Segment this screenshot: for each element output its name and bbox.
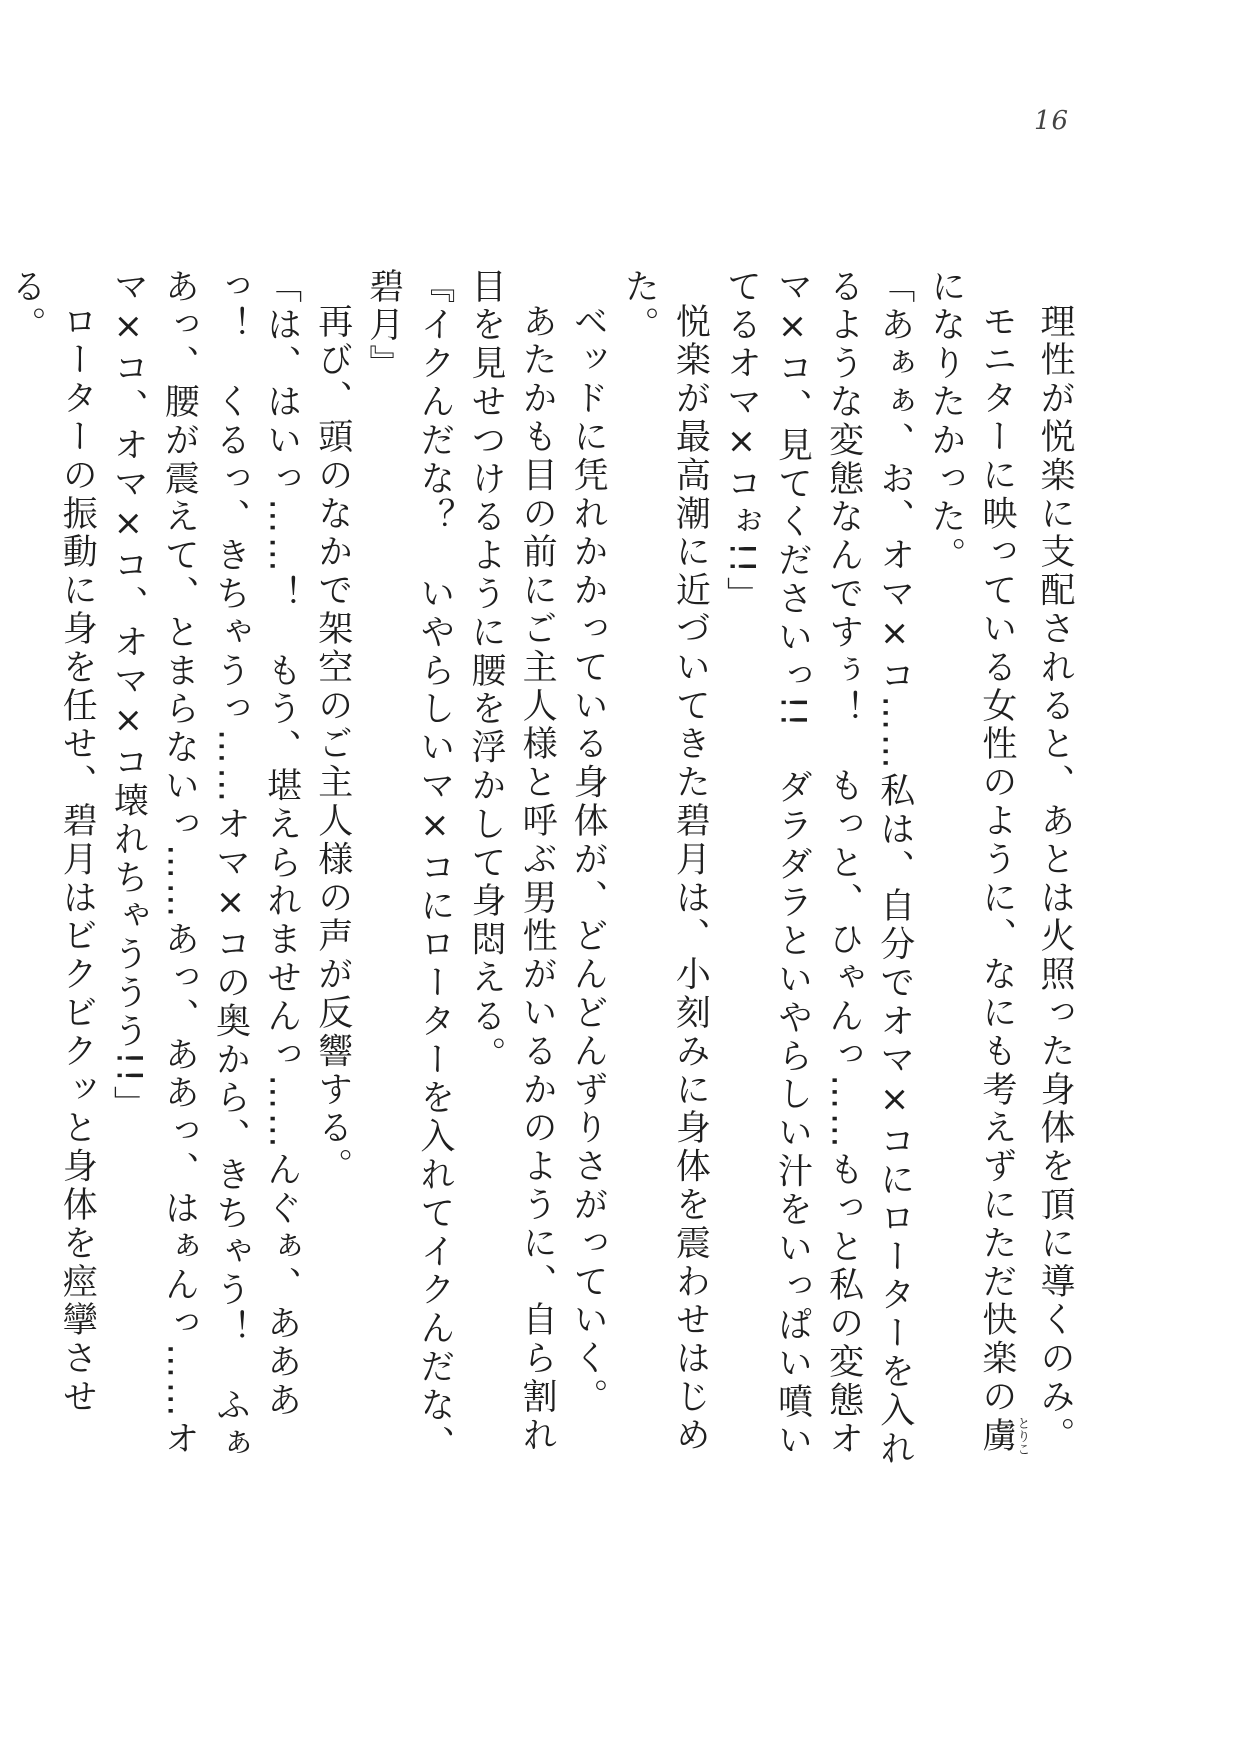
text-segment: モニターに映っている女性のように、なにも考えずにただ快楽の (976, 303, 1017, 1417)
dialogue-paragraph: 「は、はいっ……！ もう、堪えられませんっ……んぐぁ、あああっ！ くるっ、きちゃうっ……オマ×コの奥から、きちゃう！ ふぁあっ、腰が震えて、とまらないっ……あっ、ああっ、はぁんっ……オマ×コ、オマ×コ、オマ×コ壊れちゃううう!!」 (108, 268, 302, 1464)
ruby-base: 虜 (976, 1416, 1017, 1456)
ruby-annotation (976, 1416, 1030, 1456)
paragraph: ローターの振動に身を任せ、碧月はビクビクッと身体を痙攣させる。 (6, 268, 98, 1417)
dialogue-paragraph: 『イクんだな？ いやらしいマ×コにローターを入れてイクんだな、碧月』 (363, 268, 455, 1464)
text-segment: になりたかった。 (925, 268, 966, 576)
paragraph: 悦楽が最高潮に近づいてきた碧月は、小刻みに身体を震わせはじめた。 (619, 268, 711, 1455)
paragraph: ベッドに凭れかかっている身体が、どんどんずりさがっていく。 (568, 303, 609, 1417)
body-text (6, 268, 1080, 1488)
paragraph: 理性が悦楽に支配されると、あとは火照った身体を頂に導くのみ。 (1035, 303, 1075, 1455)
dialogue-paragraph: 「あぁぁ、お、オマ×コ……私は、自分でオマ×コにローターを入れるような変態なんですぅ！ もっと、ひゃんっ……もっと私の変態オマ×コ、見てくださいっ!! ダラダラといやらしい汁をいっぱい噴いてるオマ×コぉ!!」 (721, 268, 915, 1469)
page-number: 16 (1034, 106, 1070, 136)
paragraph (920, 268, 1029, 1488)
paragraph: あたかも目の前にご主人様と呼ぶ男性がいるかのように、自ら割れ目を見せつけるように腰を浮かして身悶える。 (465, 268, 558, 1455)
paragraph: 再び、頭のなかで架空のご主人様の声が反響する。 (312, 303, 353, 1187)
ruby-reading: とりこ (1014, 1416, 1030, 1456)
